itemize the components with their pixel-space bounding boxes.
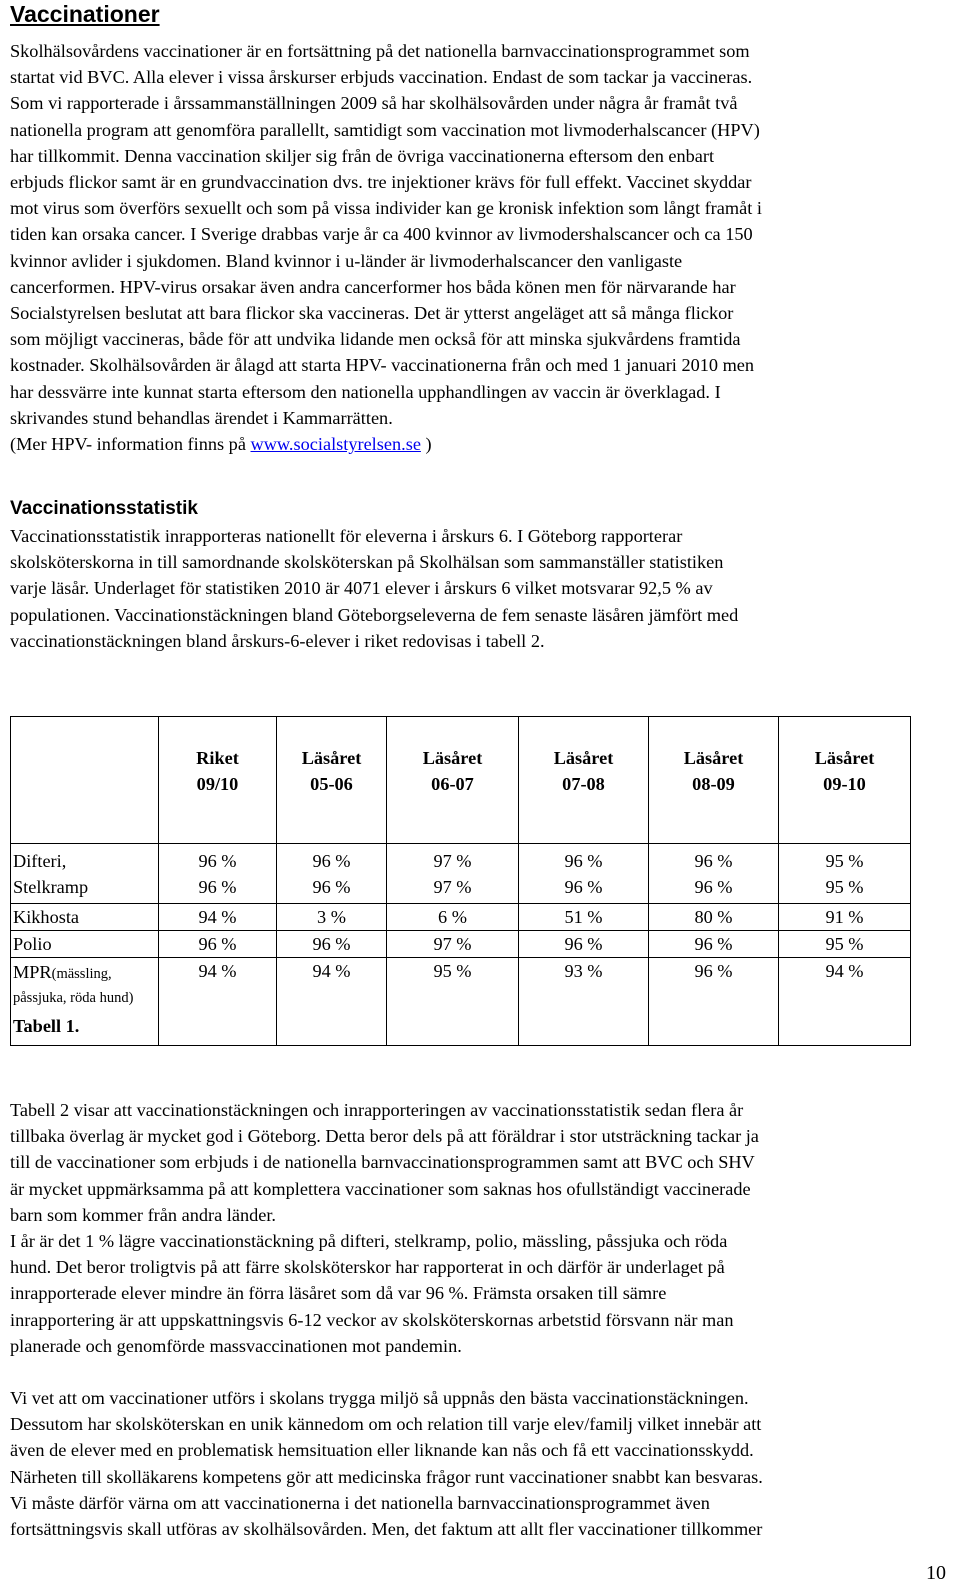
table-cell: 96 % xyxy=(649,931,779,958)
text-line: Vi vet att om vaccinationer utförs i skolans trygga miljö så uppnås den bästa vaccinationstäckningen. xyxy=(10,1388,749,1408)
table-cell: 96 % 96 % xyxy=(519,844,649,904)
table-cell: 95 % xyxy=(779,931,911,958)
heading-vaccinationer: Vaccinationer xyxy=(10,1,160,27)
table-cell: 3 % xyxy=(277,904,387,931)
table-caption: Tabell 1. xyxy=(13,1016,80,1036)
table-cell: 96 % 96 % xyxy=(159,844,277,904)
text-line: Vaccinationsstatistik inrapporteras nationellt för eleverna i årskurs 6. I Göteborg rapporterar xyxy=(10,526,683,546)
text-line: vaccinationstäckningen bland årskurs-6-elever i riket redovisas i tabell 2. xyxy=(10,630,545,651)
table-cell: 97 % 97 % xyxy=(387,844,519,904)
paragraph-tabell2 xyxy=(10,1097,955,1359)
text-line: skolsköterskorna in till samordnande skolsköterskan på Skolhälsan som sammanställer statistiken xyxy=(10,552,724,573)
heading-vaccinationsstatistik: Vaccinationsstatistik xyxy=(10,498,198,519)
mpr-label: MPR xyxy=(13,962,52,982)
table-row xyxy=(11,904,911,931)
text-line: erbjuds flickor samt är en grundvaccination dvs. tre injektioner krävs för full effekt. Vaccinet skyddar xyxy=(10,172,752,193)
text-line: barn som kommer från andra länder. xyxy=(10,1204,276,1225)
text-line: Dessutom har skolsköterskan en unik kännedom om och relation till varje elev/familj vilket innebär att xyxy=(10,1414,762,1435)
text-line: populationen. Vaccinationstäckningen bland Göteborgseleverna de fem senaste läsåren jämfört med xyxy=(10,604,739,625)
text-line: inrapportering är att uppskattningsvis 6-12 veckor av skolsköterskornas arbetstid försvann när man xyxy=(10,1309,734,1330)
text-line: mot virus som överförs sexuellt och som på vissa individer kan ge kronisk infektion som långt framåt i xyxy=(10,198,762,219)
text-line: har dessvärre inte kunnat starta eftersom den nationella upphandlingen av vaccin är överklagad. I xyxy=(10,381,721,402)
table-cell: 51 % xyxy=(519,904,649,931)
text-line: Tabell 2 visar att vaccinationstäckningen och inrapporteringen av vaccinationsstatistik sedan flera år xyxy=(10,1100,744,1120)
link-suffix: ) xyxy=(420,434,432,455)
row-label: Polio xyxy=(11,931,159,958)
text-line: nationella program att genomföra parallellt, samtidigt som vaccination mot livmoderhalscancer (HPV) xyxy=(10,119,760,140)
socialstyrelsen-link[interactable]: www.socialstyrelsen.se xyxy=(250,434,421,455)
text-line: I år är det 1 % lägre vaccinationstäckning på difteri, stelkramp, polio, mässling, påssjuka och röda xyxy=(10,1231,728,1252)
table-cell: 95 % xyxy=(387,958,519,1046)
table-cell: 95 % 95 % xyxy=(779,844,911,904)
table-cell: 94 % xyxy=(159,904,277,931)
column-header: Läsåret 05-06 xyxy=(277,717,387,844)
table-cell: 93 % xyxy=(519,958,649,1046)
text-line: tiden kan orsaka cancer. I Sverige drabbas varje år ca 400 kvinnor av livmodershalscancer och ca 150 xyxy=(10,224,753,245)
table-cell: 97 % xyxy=(387,931,519,958)
mpr-sublabel: (mässling, påssjuka, röda hund) xyxy=(13,966,134,1006)
text-line: tillbaka överlag är mycket god i Göteborg. Detta beror dels på att föräldrar i stor utsträckning tackar ja xyxy=(10,1126,759,1147)
row-label: Kikhosta xyxy=(11,904,159,931)
text-line: har tillkommit. Denna vaccination skiljer sig från de övriga vaccinationerna eftersom den enbart xyxy=(10,145,715,166)
table-cell: 91 % xyxy=(779,904,911,931)
page-number: 10 xyxy=(926,1562,946,1584)
text-line: startat vid BVC. Alla elever i vissa årskurser erbjuds vaccination. Endast de som tackar ja vaccineras. xyxy=(10,67,753,88)
vaccination-table xyxy=(10,716,911,1046)
text-line: Skolhälsovårdens vaccinationer är en fortsättning på det nationella barnvaccinationsprogrammet som xyxy=(10,41,750,61)
table-cell: 96 % 96 % xyxy=(649,844,779,904)
table-cell: 94 % xyxy=(159,958,277,1046)
table-cell: 96 % xyxy=(277,931,387,958)
text-line: hund. Det beror troligtvis på att färre skolsköterskor har rapporterat in och därför är underlaget på xyxy=(10,1257,725,1278)
text-line: planerade och genomförde massvaccinationen mot pandemin. xyxy=(10,1335,462,1356)
table-header-row xyxy=(11,717,911,844)
column-header: Läsåret 07-08 xyxy=(519,717,649,844)
text-line: som möjligt vaccineras, både för att undvika lidande men också för att minska sjukvårdens framtida xyxy=(10,329,741,350)
row-label xyxy=(11,958,159,1046)
table-cell: 96 % xyxy=(519,931,649,958)
text-line: fortsättningsvis skall utföras av skolhälsovården. Men, det faktum att allt fler vaccinationer tillkommer xyxy=(10,1519,763,1540)
text-line: kvinnor avlider i sjukdomen. Bland kvinnor i u-länder är livmoderhalscancer den vanligaste xyxy=(10,250,683,271)
text-line: varje läsår. Underlaget för statistiken 2010 är 4071 elever i årskurs 6 vilket motsvarar 92,5 % av xyxy=(10,578,713,599)
table-row xyxy=(11,958,911,1046)
column-header: Läsåret 06-07 xyxy=(387,717,519,844)
text-line: cancerformen. HPV-virus orsakar även andra cancerformer hos båda könen men för närvarande har xyxy=(10,276,736,297)
link-prefix: (Mer HPV- information finns på xyxy=(10,434,251,455)
table-cell: 6 % xyxy=(387,904,519,931)
table-cell: 80 % xyxy=(649,904,779,931)
text-line: Socialstyrelsen beslutat att bara flickor ska vaccineras. Det är ytterst angeläget att så många flickor xyxy=(10,303,734,324)
table-cell: 96 % 96 % xyxy=(277,844,387,904)
table-corner-cell xyxy=(11,717,159,844)
table-cell: 96 % xyxy=(649,958,779,1046)
text-line: Närheten till skolläkarens kompetens gör att medicinska frågor runt vaccinationer snabbt kan besvaras. xyxy=(10,1466,763,1487)
text-line: kostnader. Skolhälsovården är ålagd att starta HPV- vaccinationerna från och med 1 januari 2010 men xyxy=(10,355,755,376)
text-line: även de elever med en problematisk hemsituation eller liknande kan nås och få ett vaccinationsskydd. xyxy=(10,1440,754,1461)
column-header: Riket 09/10 xyxy=(159,717,277,844)
column-header: Läsåret 08-09 xyxy=(649,717,779,844)
text-line: till de vaccinationer som erbjuds i de nationella barnvaccinationsprogrammen samt att BVC och SHV xyxy=(10,1152,755,1173)
text-line: Vi måste därför värna om att vaccinationerna i det nationella barnvaccinationsprogrammet även xyxy=(10,1492,710,1513)
table-cell: 96 % xyxy=(159,931,277,958)
paragraph-vaccinationer xyxy=(10,38,955,457)
text-line: Som vi rapporterade i årssammanställningen 2009 så har skolhälsovården under några år framåt två xyxy=(10,93,738,114)
paragraph-skolmiljo xyxy=(10,1385,955,1542)
text-line: är mycket uppmärksamma på att komplettera vaccinationer som saknas hos ofullständigt vaccinerade xyxy=(10,1178,751,1199)
link-line xyxy=(10,431,955,457)
text-line: inrapporterade elever mindre än förra läsåret som då var 96 %. Främsta orsaken till sämre xyxy=(10,1283,667,1304)
text-line: skrivandes stund behandlas ärendet i Kammarrätten. xyxy=(10,407,393,428)
column-header: Läsåret 09-10 xyxy=(779,717,911,844)
row-label: Difteri, Stelkramp xyxy=(11,844,159,904)
table-row xyxy=(11,931,911,958)
table-cell: 94 % xyxy=(277,958,387,1046)
table-row xyxy=(11,844,911,904)
paragraph-statistik xyxy=(10,523,955,654)
table-cell: 94 % xyxy=(779,958,911,1046)
